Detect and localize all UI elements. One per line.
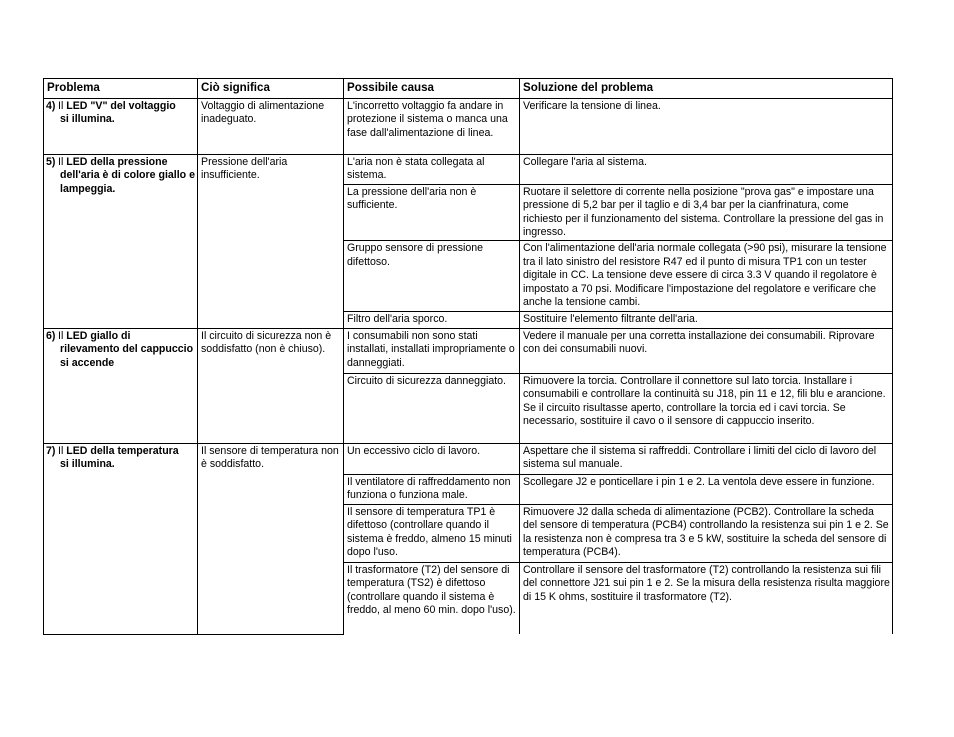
solution-cell: Controllare il sensore del trasformatore (T2) controllando la resistenza sui fili del connettore J21 sui pin 1 e 2. Se la misura della resistenza risulta maggiore di 15 K ohms, sostituire il trasformatore (T2). (520, 562, 893, 634)
cause-cell: Filtro dell'aria sporco. (344, 312, 520, 328)
problem-rest: si illumina. (60, 458, 115, 471)
meaning-cell: Pressione dell'aria insufficiente. (198, 155, 344, 329)
cause-cell: Gruppo sensore di pressione difettoso. (344, 241, 520, 312)
table-row (44, 99, 893, 155)
problem-number: 6) (46, 329, 56, 342)
solution-cell: Con l'alimentazione dell'aria normale collegata (>90 psi), misurare la tensione tra il lato sinistro del resistore R47 ed il punto di misura TP1 con un tester digitale in CC. La tensione deve essere di circa 3.3 V quando il regolatore è impostato a 70 psi. Modificare l'impostazione del regolatore e verificare che anche la tensione cambi. (520, 241, 893, 312)
meaning-cell: Voltaggio di alimentazione inadeguato. (198, 99, 344, 155)
cause-cell: Il ventilatore di raffreddamento non funziona o funziona male. (344, 474, 520, 504)
problem-label: LED della pressione (66, 156, 168, 168)
problem-prefix: Il (58, 156, 64, 168)
solution-cell: Sostituire l'elemento filtrante dell'aria. (520, 312, 893, 328)
troubleshooting-table (43, 78, 893, 635)
problem-number: 5) (46, 156, 56, 168)
solution-cell: Scollegare J2 e ponticellare i pin 1 e 2. La ventola deve essere in funzione. (520, 474, 893, 504)
problem-prefix: Il (58, 100, 64, 112)
problem-cell (44, 155, 198, 329)
problem-number: 4) (46, 100, 56, 112)
problem-rest: dell'aria è di colore giallo e lampeggia. (60, 169, 195, 195)
cause-cell: La pressione dell'aria non è sufficiente. (344, 184, 520, 241)
table-row (44, 328, 893, 373)
header-row (44, 79, 893, 99)
problem-label: LED giallo di (66, 329, 131, 342)
solution-cell: Verificare la tensione di linea. (520, 99, 893, 155)
cause-cell: L'aria non è stata collegata al sistema. (344, 155, 520, 185)
cause-cell: I consumabili non sono stati installati, installati impropriamente o danneggiati. (344, 328, 520, 373)
cause-cell: Il sensore di temperatura TP1 è difettoso (controllare quando il sistema è freddo, almeno 15 minuti dopo l'uso. (344, 504, 520, 562)
solution-cell: Collegare l'aria al sistema. (520, 155, 893, 185)
problem-cell (44, 443, 198, 634)
solution-cell: Aspettare che il sistema si raffreddi. Controllare i limiti del ciclo di lavoro del sistema sul manuale. (520, 443, 893, 474)
meaning-cell: Il circuito di sicurezza non è soddisfatto (non è chiuso). (198, 328, 344, 443)
cause-cell: Un eccessivo ciclo di lavoro. (344, 443, 520, 474)
problem-cell (44, 99, 198, 155)
header-soluzione: Soluzione del problema (520, 79, 893, 99)
problem-label: LED "V" del voltaggio (66, 100, 176, 112)
problem-cell (44, 328, 198, 443)
problem-prefix: Il (58, 329, 64, 342)
problem-prefix: Il (58, 444, 64, 457)
solution-cell: Ruotare il selettore di corrente nella posizione "prova gas" e impostare una pressione di 5,2 bar per il taglio e di 3,4 bar per la cianfrinatura, come richiesto per il funzionamento del sistema. Controllare la pressione del gas in ingresso. (520, 184, 893, 241)
table-row (44, 443, 893, 474)
header-cio-significa: Ciò significa (198, 79, 344, 99)
problem-rest: rilevamento del cappuccio si accende (60, 343, 194, 369)
meaning-cell: Il sensore di temperatura non è soddisfatto. (198, 443, 344, 634)
solution-cell: Vedere il manuale per una corretta installazione dei consumabili. Riprovare con dei consumabili nuovi. (520, 328, 893, 373)
problem-label: LED della temperatura (66, 444, 179, 457)
solution-cell: Rimuovere J2 dalla scheda di alimentazione (PCB2). Controllare la scheda del sensore di temperatura (PCB4) controllando la resistenza sui pin 1 e 2. Se la resistenza non è compresa tra 3 e 5 kW, sostituire la scheda del sensore di temperatura (PCB4). (520, 504, 893, 562)
cause-cell: L'incorretto voltaggio fa andare in protezione il sistema o manca una fase dall'alimentazione di linea. (344, 99, 520, 155)
problem-rest: si illumina. (60, 113, 115, 126)
solution-cell: Rimuovere la torcia. Controllare il connettore sul lato torcia. Installare i consumabili e controllare la continuità su J18, pin 11 e 12, fili blu e arancione. Se il circuito risultasse aperto, controllare la torcia ed i cavi torcia. Se necessario, sostituire il cavo o il sensore di cappuccio inserito. (520, 373, 893, 443)
cause-cell: Il trasformatore (T2) del sensore di temperatura (TS2) è difettoso (controllare quando il sistema è freddo, al meno 60 min. dopo l'uso). (344, 562, 520, 634)
header-possibile-causa: Possibile causa (344, 79, 520, 99)
table-row (44, 155, 893, 185)
header-problema: Problema (44, 79, 198, 99)
problem-number: 7) (46, 444, 56, 457)
cause-cell: Circuito di sicurezza danneggiato. (344, 373, 520, 443)
